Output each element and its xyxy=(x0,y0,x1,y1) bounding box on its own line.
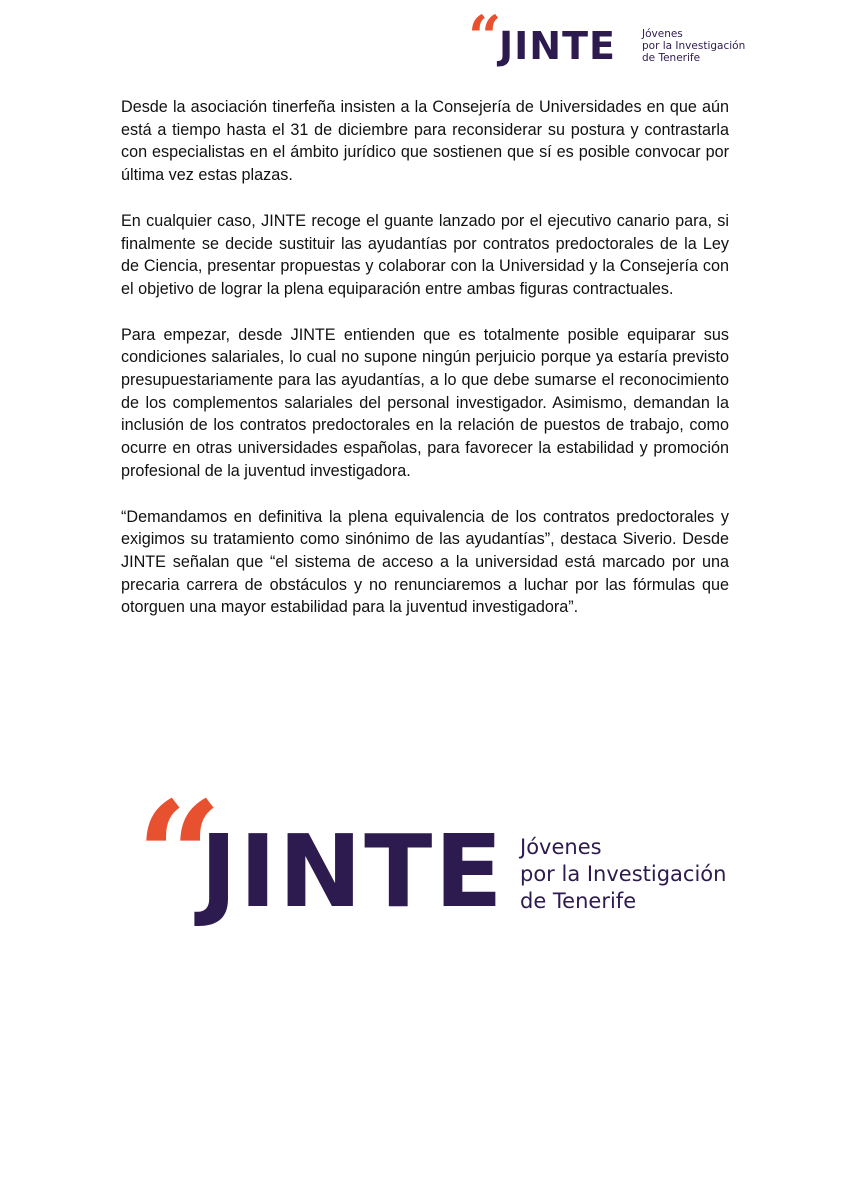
logo-tagline xyxy=(520,834,726,915)
logo-tagline-line: Jóvenes xyxy=(520,835,602,859)
paragraph: Desde la asociación tinerfeña insisten a la Consejería de Universidades en que aún está a tiempo hasta el 31 de diciembre para reconsiderar su postura y contrastarla con especialistas en el ámbito jurídico que sostienen que sí es posible convocar por última vez estas plazas. xyxy=(121,98,729,185)
paragraph: En cualquier caso, JINTE recoge el guante lanzado por el ejecutivo canario para, si finalmente se decide sustituir las ayudantías por contratos predoctorales de la Ley de Ciencia, presentar propuestas y colaborar con la Universidad y la Consejería con el objetivo de lograr la plena equiparación entre ambas figuras contractuales. xyxy=(121,211,729,298)
paragraph: “Demandamos en definitiva la plena equivalencia de los contratos predoctorales y exigimos su tratamiento como sinónimo de las ayudantías”, destaca Siverio. Desde JINTE señalan que “el sistema de acceso a la universidad está marcado por una precaria carrera de obstáculos y no renunciaremos a luchar por las fórmulas que otorguen una mayor estabilidad para la juventud investigadora”. xyxy=(121,507,729,617)
logo-wordmark: JINTE xyxy=(200,813,505,930)
logo-tagline-line: Jóvenes xyxy=(642,28,683,40)
press-release-body xyxy=(121,96,729,642)
logo-quote-mark: “ xyxy=(136,769,223,945)
logo-tagline-line: por la Investigación xyxy=(520,862,727,886)
logo-quote-mark: “ xyxy=(468,3,502,71)
paragraph: Para empezar, desde JINTE entienden que es totalmente posible equiparar sus condiciones salariales, lo cual no supone ningún perjuicio porque ya estaría previsto presupuestariamente para las ayudantías, a lo que debe sumarse el reconocimiento de los complementos salariales del personal investigador. Asimismo, demandan la inclusión de los contratos predoctorales en la relación de puestos de trabajo, como ocurre en otras universidades españolas, para favorecer la estabilidad y promoción profesional de la juventud investigadora. xyxy=(121,325,729,480)
logo-tagline-line: de Tenerife xyxy=(642,52,701,64)
logo-tagline-line: por la Investigación xyxy=(642,40,746,52)
logo-tagline xyxy=(642,28,745,64)
header-logo xyxy=(468,3,748,71)
logo-wordmark: JINTE xyxy=(499,24,616,68)
footer-logo xyxy=(136,769,727,945)
logo-tagline-line: de Tenerife xyxy=(520,889,637,913)
